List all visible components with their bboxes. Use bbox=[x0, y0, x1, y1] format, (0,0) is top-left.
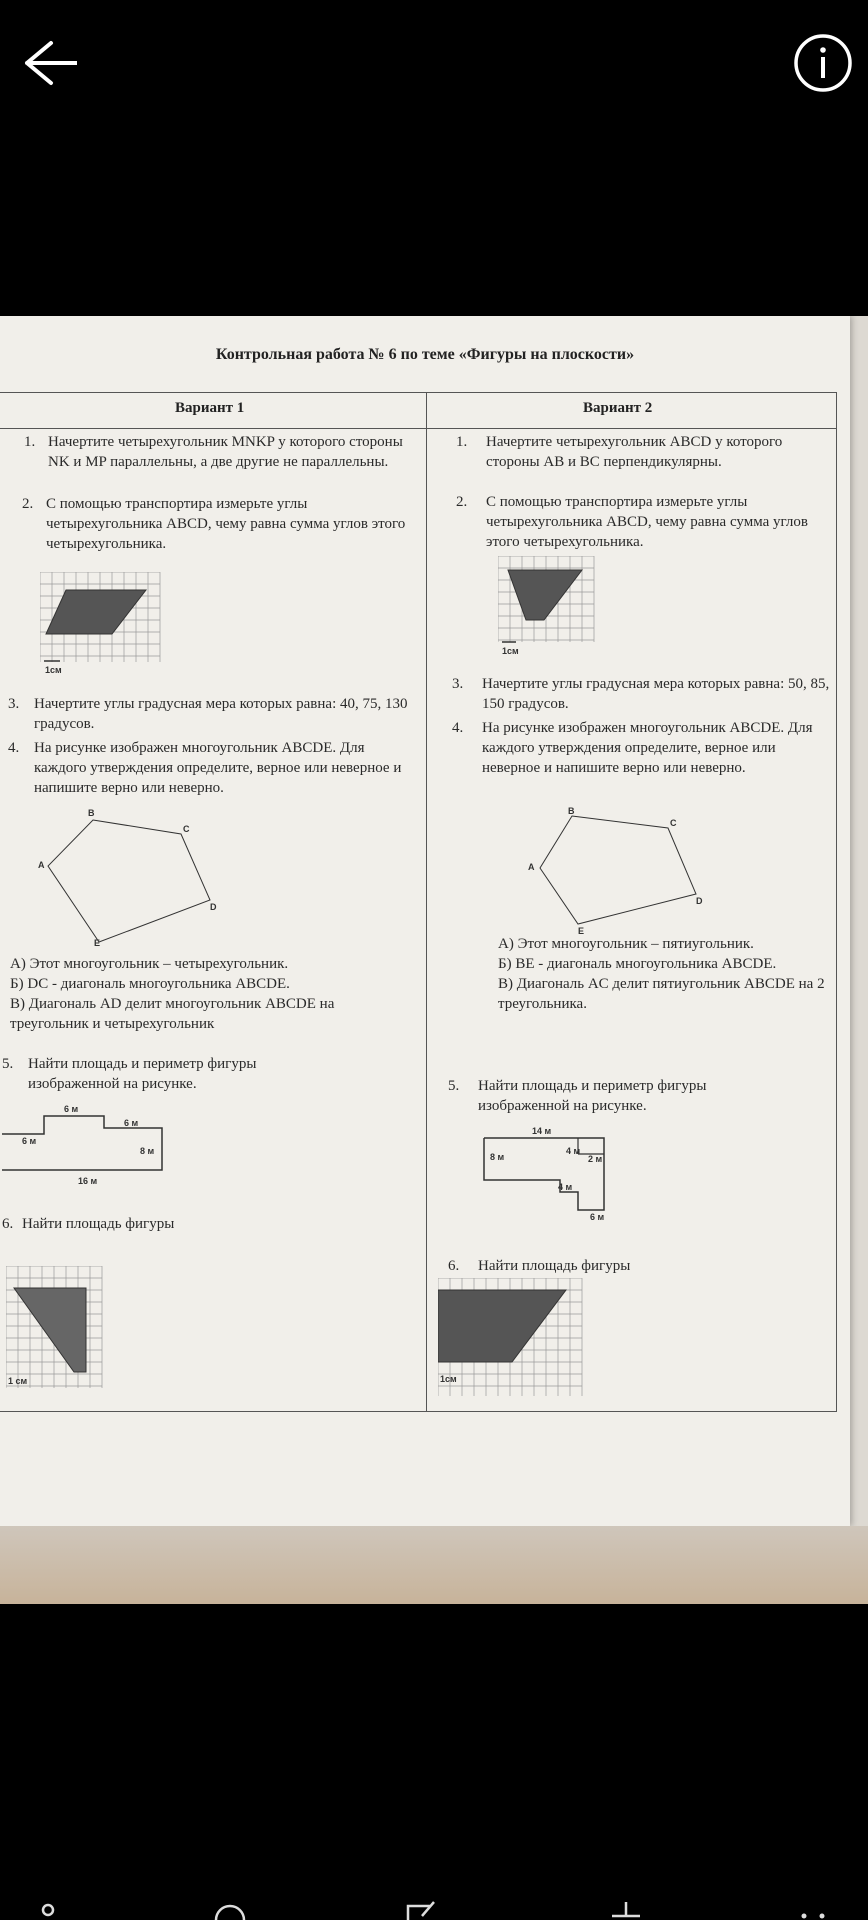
v1-statements: А) Этот многоугольник – четырехугольник. Б) DC - диагональ многоугольника ABCDE. В) Диагональ AD делит многоугольник ABCDE на треугольник и четырехугольник bbox=[10, 956, 335, 1032]
paper-sheet bbox=[0, 316, 850, 1526]
v1-question-5: 5. Найти площадь и периметр фигуры изображенной на рисунке. bbox=[2, 1056, 257, 1092]
v2-pentagon-figure bbox=[526, 806, 726, 936]
variant-1-column bbox=[0, 316, 426, 1416]
svg-text:4 м: 4 м bbox=[566, 1146, 581, 1156]
v2-question-6: 6. Найти площадь фигуры bbox=[448, 1258, 631, 1274]
v1-pentagon-figure bbox=[38, 806, 228, 946]
svg-text:B: B bbox=[88, 808, 95, 818]
svg-text:14 м: 14 м bbox=[532, 1126, 552, 1136]
v2-question-4: 4. На рисунке изображен многоугольник ABCDE. Для каждого утверждения определите, верное или неверное и напишите верно или неверно. bbox=[452, 720, 813, 776]
v2-question-2: 2. С помощью транспортира измерьте углы четырехугольника ABCD, чему равна сумма углов этого четырехугольника. bbox=[456, 494, 808, 550]
svg-text:4 м: 4 м bbox=[558, 1182, 573, 1192]
v2-statements: А) Этот многоугольник – пятиугольник. Б) BE - диагональ многоугольника ABCDE. В) Диагональ AC делит пятиугольник ABCDE на 2 треугольника. bbox=[498, 936, 825, 1012]
v1-question-3: 3. Начертите углы градусная мера которых равна: 40, 75, 130 градусов. bbox=[8, 696, 408, 732]
v2-question-1: 1. Начертите четырехугольник ABCD у которого стороны AB и BC перпендикулярны. bbox=[456, 434, 783, 470]
profile-icon[interactable] bbox=[36, 1896, 76, 1920]
edit-icon[interactable] bbox=[404, 1896, 444, 1920]
more-icon[interactable] bbox=[796, 1896, 836, 1920]
document-photo bbox=[0, 316, 868, 1604]
svg-text:E: E bbox=[94, 938, 101, 946]
v2-question-3: 3. Начертите углы градусная мера которых равна: 50, 85, 150 градусов. bbox=[452, 676, 830, 712]
enhance-icon[interactable] bbox=[212, 1896, 252, 1920]
share-icon[interactable] bbox=[606, 1896, 646, 1920]
v1-grid-figure bbox=[40, 572, 162, 680]
info-icon bbox=[792, 32, 854, 94]
v2-grid-figure-2 bbox=[438, 1278, 588, 1406]
v1-grid-figure-2 bbox=[6, 1266, 110, 1406]
svg-text:C: C bbox=[183, 824, 190, 834]
svg-text:A: A bbox=[38, 860, 45, 870]
table-surface bbox=[0, 1526, 868, 1604]
svg-text:6 м: 6 м bbox=[64, 1104, 79, 1114]
v1-area-figure bbox=[0, 1104, 170, 1194]
svg-text:1см: 1см bbox=[440, 1374, 457, 1384]
variant-2-header: Вариант 2 bbox=[583, 400, 653, 416]
svg-text:8 м: 8 м bbox=[140, 1146, 155, 1156]
svg-text:1см: 1см bbox=[45, 665, 62, 675]
variant-1-header: Вариант 1 bbox=[175, 400, 245, 416]
svg-text:D: D bbox=[210, 902, 217, 912]
v1-question-1: 1. Начертите четырехугольник MNKP у которого стороны NK и MP параллельны, а две другие не параллельны. bbox=[24, 434, 403, 470]
back-button[interactable] bbox=[12, 28, 82, 98]
svg-text:6 м: 6 м bbox=[590, 1212, 605, 1222]
document-title: Контрольная работа № 6 по теме «Фигуры на плоскости» bbox=[215, 346, 635, 363]
v1-question-6: 6. Найти площадь фигуры bbox=[2, 1216, 175, 1232]
v2-grid-figure bbox=[498, 556, 600, 660]
top-bar bbox=[0, 0, 868, 140]
v2-area-figure bbox=[482, 1124, 632, 1224]
variant-2-column bbox=[426, 316, 850, 1416]
info-button[interactable] bbox=[788, 28, 858, 98]
arrow-left-icon bbox=[17, 33, 77, 93]
svg-text:6 м: 6 м bbox=[22, 1136, 37, 1146]
svg-text:C: C bbox=[670, 818, 677, 828]
svg-text:A: A bbox=[528, 862, 535, 872]
svg-text:1см: 1см bbox=[502, 646, 519, 656]
svg-text:8 м: 8 м bbox=[490, 1152, 505, 1162]
svg-text:16 м: 16 м bbox=[78, 1176, 98, 1186]
svg-text:6 м: 6 м bbox=[124, 1118, 139, 1128]
svg-text:E: E bbox=[578, 926, 585, 936]
svg-text:1 см: 1 см bbox=[8, 1376, 28, 1386]
bottom-toolbar bbox=[0, 1890, 868, 1920]
svg-text:2 м: 2 м bbox=[588, 1154, 603, 1164]
v2-question-5: 5. Найти площадь и периметр фигуры изображенной на рисунке. bbox=[448, 1078, 707, 1114]
svg-text:D: D bbox=[696, 896, 703, 906]
v1-question-2: 2. С помощью транспортира измерьте углы четырехугольника ABCD, чему равна сумма углов этого четырехугольника. bbox=[22, 496, 406, 552]
v1-question-4: 4. На рисунке изображен многоугольник ABCDE. Для каждого утверждения определите, верное или неверное и напишите верно или неверно. bbox=[8, 740, 402, 796]
svg-text:B: B bbox=[568, 806, 575, 816]
